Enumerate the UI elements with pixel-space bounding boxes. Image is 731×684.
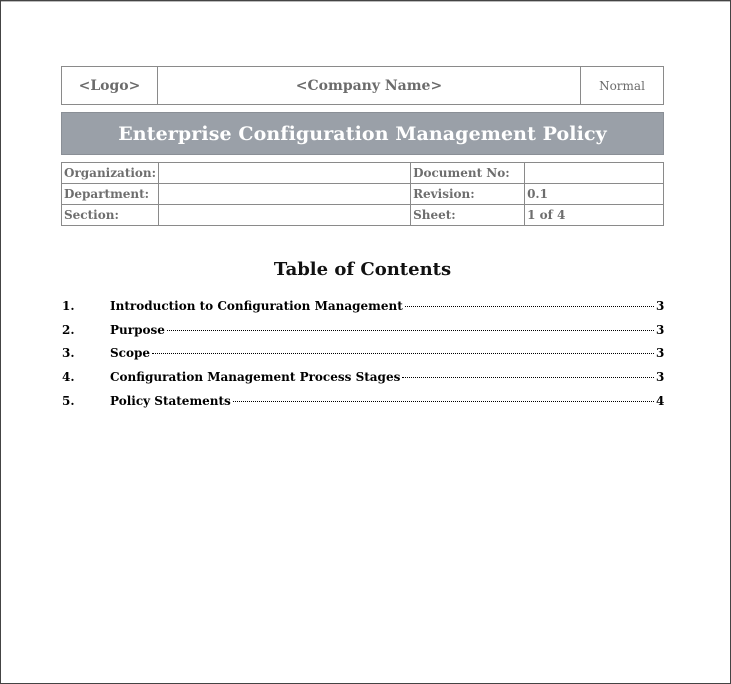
toc-entry-page: 3 [656,322,665,337]
company-name-placeholder: <Company Name> [158,67,581,104]
table-row [62,184,664,205]
document-no-value [525,163,664,184]
section-value [159,205,411,226]
toc-entry-text[interactable]: Scope [110,346,151,361]
document-info-table [61,162,664,226]
toc-entry-number: 4. [62,370,75,385]
sheet-value: 1 of 4 [525,205,664,226]
logo-placeholder: <Logo> [62,67,158,104]
sheet-label: Sheet: [411,205,525,226]
toc-entry-number: 5. [62,393,75,408]
organization-value [159,163,411,184]
toc-dot-leader [405,305,654,307]
document-title: Enterprise Configuration Management Policy [61,112,664,155]
toc-entry[interactable] [62,346,664,370]
toc-entry-number: 3. [62,346,75,361]
toc-dot-leader [402,376,654,378]
toc-entry[interactable] [62,370,664,394]
header-table [61,66,664,105]
section-label: Section: [62,205,159,226]
toc-entry-text[interactable]: Introduction to Configuration Management [110,299,403,313]
toc-entry-number: 1. [62,299,75,313]
toc-dot-leader [233,400,654,402]
revision-label: Revision: [411,184,525,205]
toc-entry-text[interactable]: Configuration Management Process Stages [110,370,401,385]
toc-entry[interactable] [62,299,664,323]
toc-entry-page: 3 [656,370,665,385]
toc-entry[interactable] [62,394,664,418]
department-value [159,184,411,205]
document-no-label: Document No: [411,163,525,184]
toc-entry-page: 4 [656,393,665,408]
table-of-contents [62,299,664,417]
table-row [62,205,664,226]
table-row [62,163,664,184]
toc-entry-text[interactable]: Policy Statements [110,393,231,408]
revision-value: 0.1 [525,184,664,205]
toc-heading: Table of Contents [273,259,452,280]
document-status: Normal [599,78,645,93]
toc-entry-number: 2. [62,322,75,337]
department-label: Department: [62,184,159,205]
toc-entry-page: 3 [656,346,665,361]
toc-entry[interactable] [62,323,664,347]
toc-dot-leader [167,329,654,331]
toc-entry-text[interactable]: Purpose [110,322,165,337]
toc-entry-page: 3 [656,299,665,313]
toc-dot-leader [152,352,654,354]
organization-label: Organization: [62,163,159,184]
